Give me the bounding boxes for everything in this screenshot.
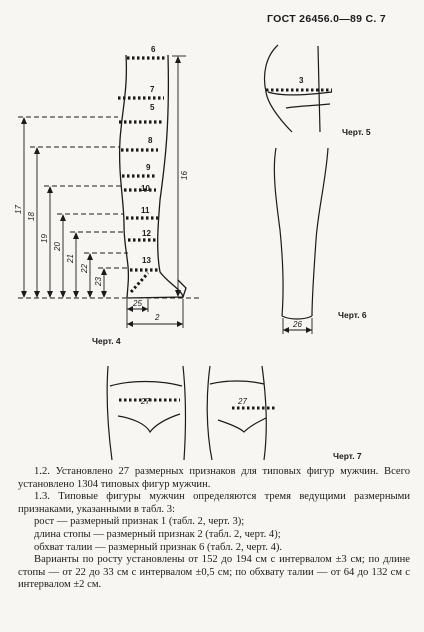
list-item-waist: обхват талии — размерный признак 6 (табл. 2, черт. 4). — [34, 541, 283, 553]
foot-label-2: 2 — [155, 313, 160, 322]
height-label-16: 16 — [180, 171, 189, 180]
paragraph-variants: Варианты по росту установлены от 152 до 194 см с интервалом ±3 см; по длине стопы — от 22 до 33 см с интервалом ±0,5 см; по обхвату талии — от 64 до 132 см с интервалом ±2 см. — [18, 554, 410, 591]
list-item-foot-length: длина стопы — размерный признак 2 (табл. 2, черт. 4); — [34, 528, 281, 540]
figure-5-caption: Черт. 5 — [342, 127, 371, 137]
figure-4-caption: Черт. 4 — [92, 336, 121, 346]
paragraph-1-2: 1.2. Установлено 27 размерных признаков для типовых фигур мужчин. Всего установлено 1304 типовых фигур мужчин. — [18, 466, 410, 490]
body-text — [18, 466, 410, 592]
figure-6-caption: Черт. 6 — [338, 310, 367, 320]
band-label-11: 11 — [141, 206, 150, 215]
band-label-9: 9 — [146, 163, 151, 172]
band-label-5: 5 — [150, 103, 155, 112]
height-label-23: 23 — [94, 277, 103, 286]
band-label-10: 10 — [141, 184, 150, 193]
list-item-height: рост — размерный признак 1 (табл. 2, черт. 3); — [34, 516, 245, 528]
figure-6-label-26: 26 — [293, 320, 302, 329]
height-label-21: 21 — [66, 254, 75, 263]
figure-7-caption: Черт. 7 — [333, 451, 362, 461]
figure-7-label-front-27: 27 — [141, 397, 150, 406]
height-label-17: 17 — [14, 205, 23, 214]
figure-5-label-3: 3 — [299, 76, 304, 85]
height-label-18: 18 — [27, 212, 36, 221]
paragraph-1-3: 1.3. Типовые фигуры мужчин определяются тремя ведущими размерными признаками, указанными в табл. 3: — [18, 491, 410, 515]
band-label-6: 6 — [151, 45, 156, 54]
figure-7-label-back-27: 27 — [238, 397, 247, 406]
height-label-19: 19 — [40, 234, 49, 243]
band-label-13: 13 — [142, 256, 151, 265]
band-label-7: 7 — [150, 85, 155, 94]
height-label-22: 22 — [80, 264, 89, 273]
page-header: ГОСТ 26456.0—89 С. 7 — [267, 13, 386, 25]
height-label-20: 20 — [53, 242, 62, 251]
foot-label-25: 25 — [133, 299, 142, 308]
band-label-12: 12 — [142, 229, 151, 238]
band-label-8: 8 — [148, 136, 153, 145]
